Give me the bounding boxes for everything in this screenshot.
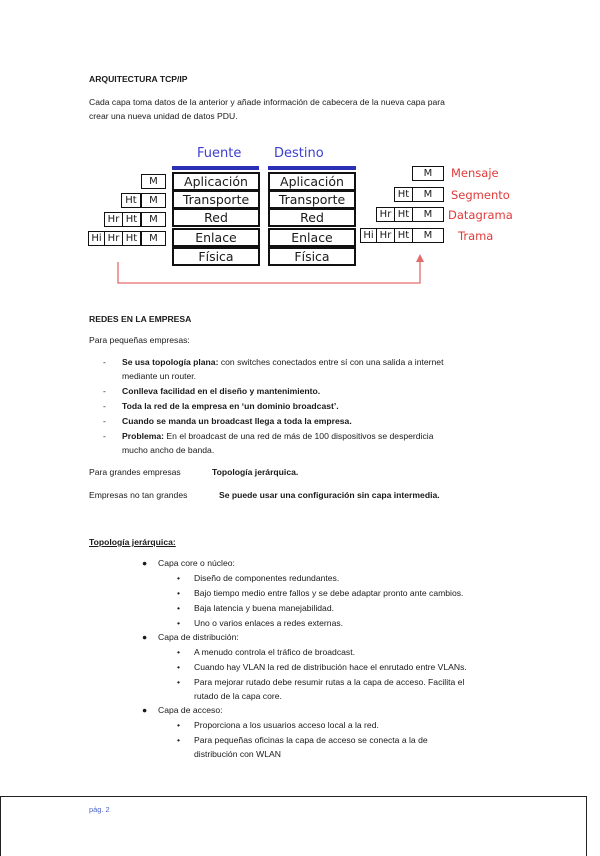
fuente-layer-fisica: Física	[172, 247, 260, 266]
fuente-layer-red: Red	[172, 208, 260, 227]
section-title-redes: REDES EN LA EMPRESA	[89, 314, 192, 324]
sub-bullet: •	[177, 677, 181, 687]
label-segmento: Segmento	[451, 188, 510, 202]
right-hi-4: Hi	[360, 228, 377, 243]
sub-bullet: •	[177, 662, 181, 672]
right-ht-3: Ht	[394, 207, 413, 222]
left-m-1: M	[141, 174, 166, 189]
dash-marker: -	[103, 416, 106, 426]
left-hi-4: Hi	[88, 231, 105, 246]
left-hr-4: Hr	[104, 231, 123, 246]
bullet-dot: ●	[142, 705, 148, 715]
right-ht-2: Ht	[394, 187, 413, 202]
right-hr-3: Hr	[376, 207, 395, 222]
left-m-4: M	[141, 231, 166, 246]
page-number: pág. 2	[89, 805, 110, 814]
group-label-acceso: Capa de acceso:	[158, 705, 223, 715]
section-title-topologia: Topología jerárquica:	[89, 537, 176, 547]
sub-item: Bajo tiempo medio entre fallos y se debe adaptar pronto ante cambios.	[194, 588, 464, 598]
sub-item: A menudo controla el tráfico de broadcast.	[194, 647, 355, 657]
left-m-2: M	[141, 193, 166, 208]
destino-title: Destino	[274, 146, 324, 161]
sub-bullet: •	[177, 603, 181, 613]
sub-item-cont: distribución con WLAN	[194, 749, 281, 759]
sub-bullet: •	[177, 618, 181, 628]
dash-marker: -	[103, 357, 106, 367]
right-m-3: M	[412, 207, 444, 222]
list-item: Conlleva facilidad en el diseño y mantenimiento.	[122, 386, 321, 396]
right-m-1: M	[412, 166, 444, 181]
destino-layer-fisica: Física	[268, 247, 356, 266]
destino-layer-enlace: Enlace	[268, 228, 356, 247]
fuente-layer-transporte: Transporte	[172, 190, 260, 209]
label-mensaje: Mensaje	[451, 166, 499, 180]
list-item: Cuando se manda un broadcast llega a toda la empresa.	[122, 416, 352, 426]
sub-item: Para mejorar rutado debe resumir rutas a la capa de acceso. Facilita el	[194, 677, 465, 687]
list-item: Toda la red de la empresa en ‘un dominio broadcast’.	[122, 401, 339, 411]
sub-item: Diseño de componentes redundantes.	[194, 573, 340, 583]
fuente-layer-enlace: Enlace	[172, 228, 260, 247]
destino-layer-aplicacion: Aplicación	[268, 172, 356, 191]
left-ht-3: Ht	[122, 212, 141, 227]
grandes-empresas-value: Topología jerárquica.	[212, 467, 299, 477]
sub-bullet: •	[177, 720, 181, 730]
dash-marker: -	[103, 401, 106, 411]
list-item-cont: mediante un router.	[122, 371, 197, 381]
tcp-ip-diagram	[0, 0, 600, 300]
bullet-dot: ●	[142, 632, 148, 642]
sub-item: Cuando hay VLAN la red de distribución hace el enrutado entre VLANs.	[194, 662, 467, 672]
group-label-distribucion: Capa de distribución:	[158, 632, 239, 642]
right-hr-4: Hr	[376, 228, 395, 243]
bullet-dot: ●	[142, 558, 148, 568]
list-item: Se usa topología plana: con switches conectados entre sí con una salida a internet	[122, 357, 444, 367]
paragraph-line-2: crear una nueva unidad de datos PDU.	[89, 111, 238, 121]
dash-marker: -	[103, 386, 106, 396]
destino-layer-transporte: Transporte	[268, 190, 356, 209]
fuente-title: Fuente	[197, 146, 242, 161]
paragraph-line-1: Cada capa toma datos de la anterior y añade información de cabecera de la nueva capa para	[89, 97, 445, 107]
left-ht-2: Ht	[121, 193, 141, 208]
section-title-arquitectura: ARQUITECTURA TCP/IP	[89, 74, 188, 84]
dash-marker: -	[103, 431, 106, 441]
no-tan-grandes-value: Se puede usar una configuración sin capa intermedia.	[219, 490, 440, 500]
group-label-core: Capa core o núcleo:	[158, 558, 235, 568]
fuente-layer-aplicacion: Aplicación	[172, 172, 260, 191]
sub-item-cont: rutado de la capa core.	[194, 691, 282, 701]
sub-item: Para pequeñas oficinas la capa de acceso se conecta a la de	[194, 735, 428, 745]
left-m-3: M	[141, 212, 166, 227]
right-m-4: M	[412, 228, 444, 243]
left-hr-3: Hr	[104, 212, 123, 227]
flow-arrow	[0, 0, 600, 300]
right-ht-4: Ht	[394, 228, 413, 243]
no-tan-grandes-label: Empresas no tan grandes	[89, 490, 188, 500]
label-trama: Trama	[458, 229, 494, 243]
sub-item: Proporciona a los usuarios acceso local a la red.	[194, 720, 379, 730]
small-business-intro: Para pequeñas empresas:	[89, 335, 190, 345]
sub-item: Uno o varios enlaces a redes externas.	[194, 618, 344, 628]
destino-layer-red: Red	[268, 208, 356, 227]
right-m-2: M	[412, 187, 444, 202]
sub-bullet: •	[177, 647, 181, 657]
grandes-empresas-label: Para grandes empresas	[89, 467, 181, 477]
list-item: Problema: En el broadcast de una red de más de 100 dispositivos se desperdicia	[122, 431, 434, 441]
sub-bullet: •	[177, 588, 181, 598]
sub-bullet: •	[177, 735, 181, 745]
list-item-cont: mucho ancho de banda.	[122, 445, 215, 455]
sub-bullet: •	[177, 573, 181, 583]
left-ht-4: Ht	[122, 231, 141, 246]
sub-item: Baja latencia y buena manejabilidad.	[194, 603, 334, 613]
label-datagrama: Datagrama	[448, 208, 513, 222]
